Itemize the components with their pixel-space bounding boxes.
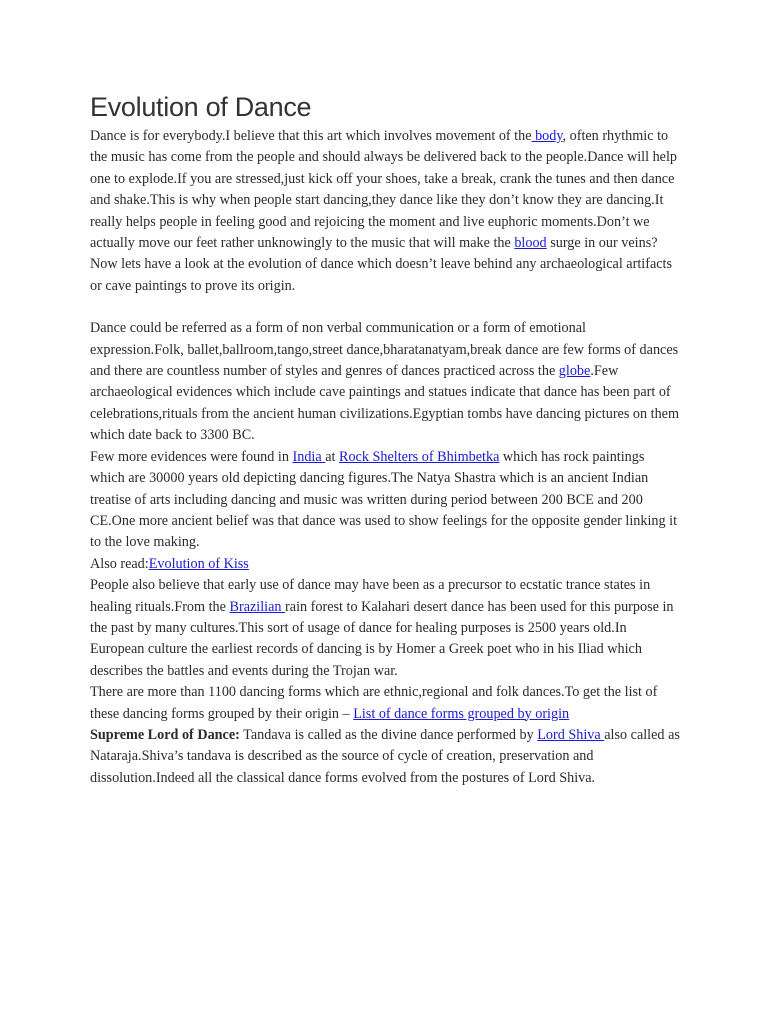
paragraph-evidences [90,447,682,554]
paragraph-nonverbal [90,318,682,446]
text-segment: which has rock paintings which are 30000 years old depicting dancing figures.The Natya Shastra which is an ancient Indian treatise of arts including dancing and music was written during period between 200 BCE and 200 CE.One more ancient belief was that dance was used to show feelings for the opposite gender linking it to the love making. [90,448,678,551]
text-segment: , often rhythmic to the music has come from the people and should always be delivered back to the people.Dance will help one to explode.If you are stressed,just kick off your shoes, take a break, crank the tunes and then dance and shake.This is why when people start dancing,they dance like they don’t know they are dancing.It really helps people in feeling good and rejoicing the moment and live euphoric moments.Don’t we actually move our feet rather unknowingly to the music that will make the [90,128,678,252]
paragraph-intro [90,126,682,254]
link-body[interactable]: body [531,128,563,144]
text-segment: at [325,448,339,465]
text-segment: surge in our veins? [546,235,658,252]
text-segment: .Few archaeological evidences which include cave paintings and statues indicate that dance has been part of celebrations,rituals from the ancient human civilizations.Egyptian tombs have dancing pictures on them which date back to 3300 BC. [90,363,680,444]
text-segment: There are more than 1100 dancing forms which are ethnic,regional and folk dances.To get the list of these dancing forms grouped by their origin – [90,684,658,722]
link-brazilian[interactable]: Brazilian [229,598,286,615]
link-rock-shelters[interactable]: Rock Shelters of Bhimbetka [339,448,500,465]
page-title: Evolution of Dance [90,92,312,122]
paragraph-healing [90,575,682,682]
text-segment: People also believe that early use of dance may have been as a precursor to ecstatic trance states in healing rituals.From the [90,577,651,615]
link-evolution-of-kiss[interactable]: Evolution of Kiss [148,555,249,572]
link-blood[interactable]: blood [514,235,547,252]
paragraph-dance-forms [90,682,682,725]
also-read-label: Also read: [90,555,149,572]
text-segment: Dance is for everybody.I believe that this art which involves movement of the [90,128,532,144]
link-lord-shiva[interactable]: Lord Shiva [537,726,605,743]
article-body [90,126,682,789]
text-segment: rain forest to Kalahari desert dance has been used for this purpose in the past by many cultures.This sort of usage of dance for healing purposes is 2500 years old.In European culture the earliest records of dancing is by Homer a Greek poet who in his Iliad which describes the battles and events during the Trojan war. [90,598,674,679]
paragraph-lookback: Now lets have a look at the evolution of dance which doesn’t leave behind any archaeological artifacts or cave paintings to prove its origin. [90,256,672,294]
link-india[interactable]: India [292,448,326,465]
link-list-of-dance-forms[interactable]: List of dance forms grouped by origin [353,705,570,722]
text-segment: also called as Nataraja.Shiva’s tandava is described as the source of cycle of creation, preservation and dissolution.Indeed all the classical dance forms evolved from the postures of Lord Shiva. [90,726,680,786]
section-heading-supreme-lord: Supreme Lord of Dance: [90,726,240,743]
text-segment: Few more evidences were found in [90,448,293,465]
link-globe[interactable]: globe [558,363,591,380]
paragraph-shiva [90,725,682,789]
text-segment: Dance could be referred as a form of non verbal communication or a form of emotional expression.Folk, ballet,ballroom,tango,street dance,bharatanatyam,break dance are few forms of dances and there are countless number of styles and genres of dances practiced across the [90,320,679,380]
text-segment: Tandava is called as the divine dance performed by [239,726,538,743]
paragraph-also-read [90,554,682,575]
